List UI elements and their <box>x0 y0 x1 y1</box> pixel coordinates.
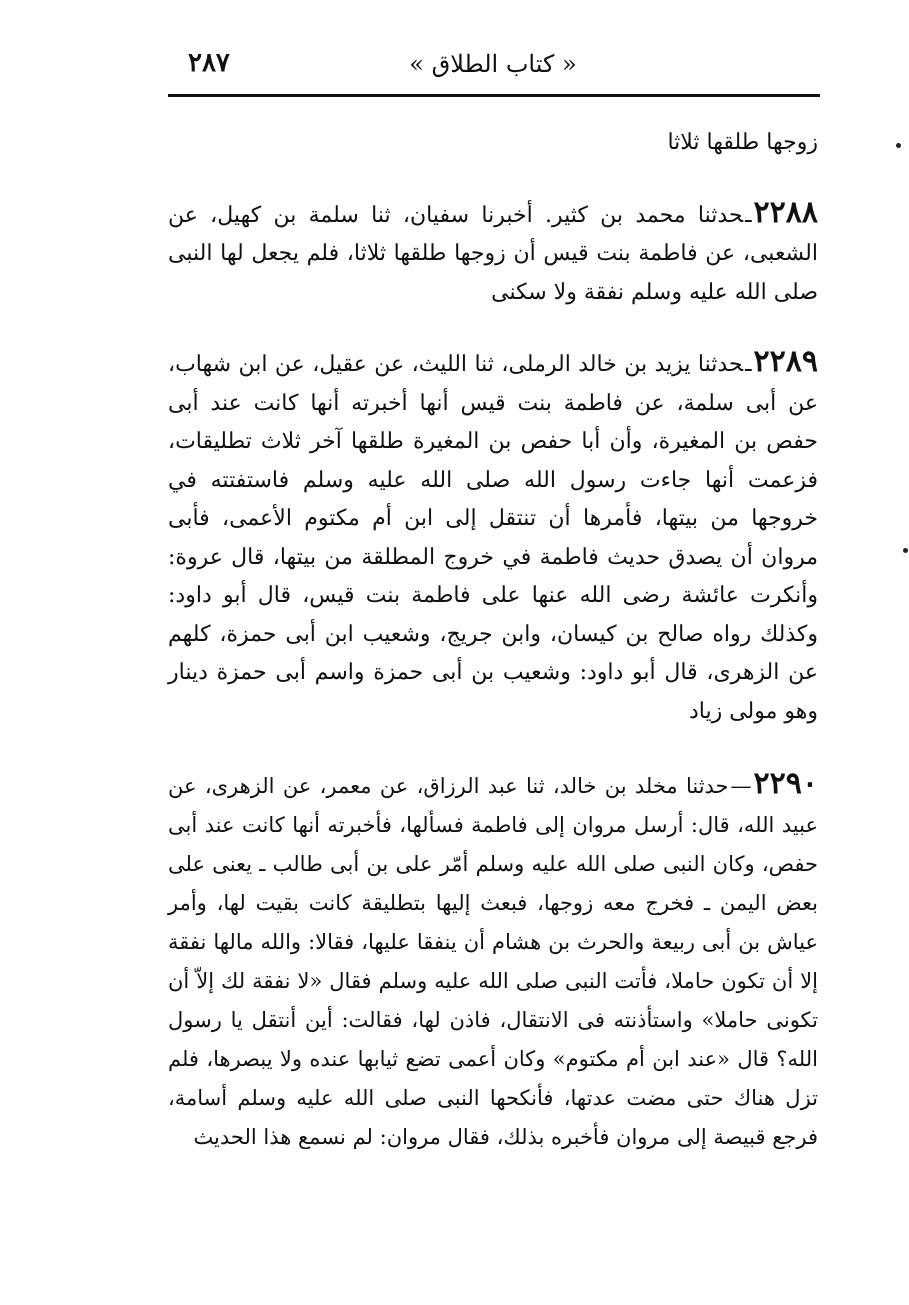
page-number: ٢٨٧ <box>188 48 230 78</box>
continued-text: زوجها طلقها ثلاثا <box>667 130 818 155</box>
hadith-dash: ـ <box>745 352 752 377</box>
page-header <box>168 44 818 90</box>
margin-mark <box>903 548 908 553</box>
hadith-number: ٢٢٨٨ <box>753 194 818 230</box>
hadith-text: حدثنا يزيد بن خالد الرملى، ثنا الليث، عن عقيل، عن ابن شهاب، عن أبى سلمة، عن فاطمة بنت قيس أنها أخبرته أنها كانت عند أبى حفص بن المغيرة، وأن أبا حفص بن المغيرة طلقها آخر ثلاث تطليقات، فزعمت أنها جاءت رسول الله صلى الله عليه وسلم فاستفتته في خروجها من بيتها، فأمرها أن تنتقل إلى ابن أم مكتوم الأعمى، فأبى مروان أن يصدق حديث فاطمة في خروج المطلقة من بيتها، قال عروة: وأنكرت عائشة رضى الله عنها على فاطمة بنت قيس، قال أبو داود: وكذلك رواه صالح بن كيسان، وابن جريج، وشعيب ابن أبى حمزة، كلهم عن الزهرى، قال أبو داود: وشعيب بن أبى حمزة واسم أبى حمزة دينار وهو مولى زياد <box>168 352 819 724</box>
hadith-text: حدثنا محمد بن كثير. أخبرنا سفيان، ثنا سلمة بن كهيل، عن الشعبى، عن فاطمة بنت قيس أن زوجها طلقها ثلاثا، فلم يجعل لها النبى صلى الله عليه وسلم نفقة ولا سكنى <box>168 202 818 305</box>
hadith-text: حدثنا مخلد بن خالد، ثنا عبد الرزاق، عن معمر، عن الزهرى، عن عبيد الله، قال: أرسل مروان إلى فاطمة فسألها، فأخبرته أنها كانت عند أبى حفص، وكان النبى صلى الله عليه وسلم أمّر على بن أبى طالب ـ يعنى على بعض اليمن ـ فخرج معه زوجها، فبعث إليها بتطليقة كانت بقيت لها، وأمر عياش بن أبى ربيعة والحرث بن هشام أن ينفقا عليها، فقالا: والله مالها نفقة إلا أن تكون حاملا، فأتت النبى صلى الله عليه وسلم فقال «لا نفقة لك إلاّ أن تكونى حاملا» واستأذنته فى الانتقال، فاذن لها، فقالت: أين أنتقل يا رسول الله؟ قال «عند ابن أم مكتوم» وكان أعمى تضع ثيابها عنده ولا يبصرها، فلم تزل هناك حتى مضت عدتها، فأنكحها النبى صلى الله عليه وسلم أسامة، فرجع قبيصة إلى مروان فأخبره بذلك، فقال مروان: لم نسمع هذا الحديث <box>168 774 818 1149</box>
hadith-dash: — <box>730 774 752 798</box>
margin-mark <box>896 143 901 148</box>
hadith-2290 <box>168 767 818 1157</box>
book-title: « كتاب الطلاق » <box>409 50 577 78</box>
hadith-2288 <box>168 194 818 313</box>
hadith-dash: ـ <box>745 202 752 228</box>
header-rule <box>168 94 820 97</box>
hadith-number: ٢٢٩٠ <box>753 766 818 801</box>
page-body <box>168 110 818 1157</box>
hadith-number: ٢٢٨٩ <box>753 344 818 379</box>
hadith-2289 <box>168 346 818 731</box>
